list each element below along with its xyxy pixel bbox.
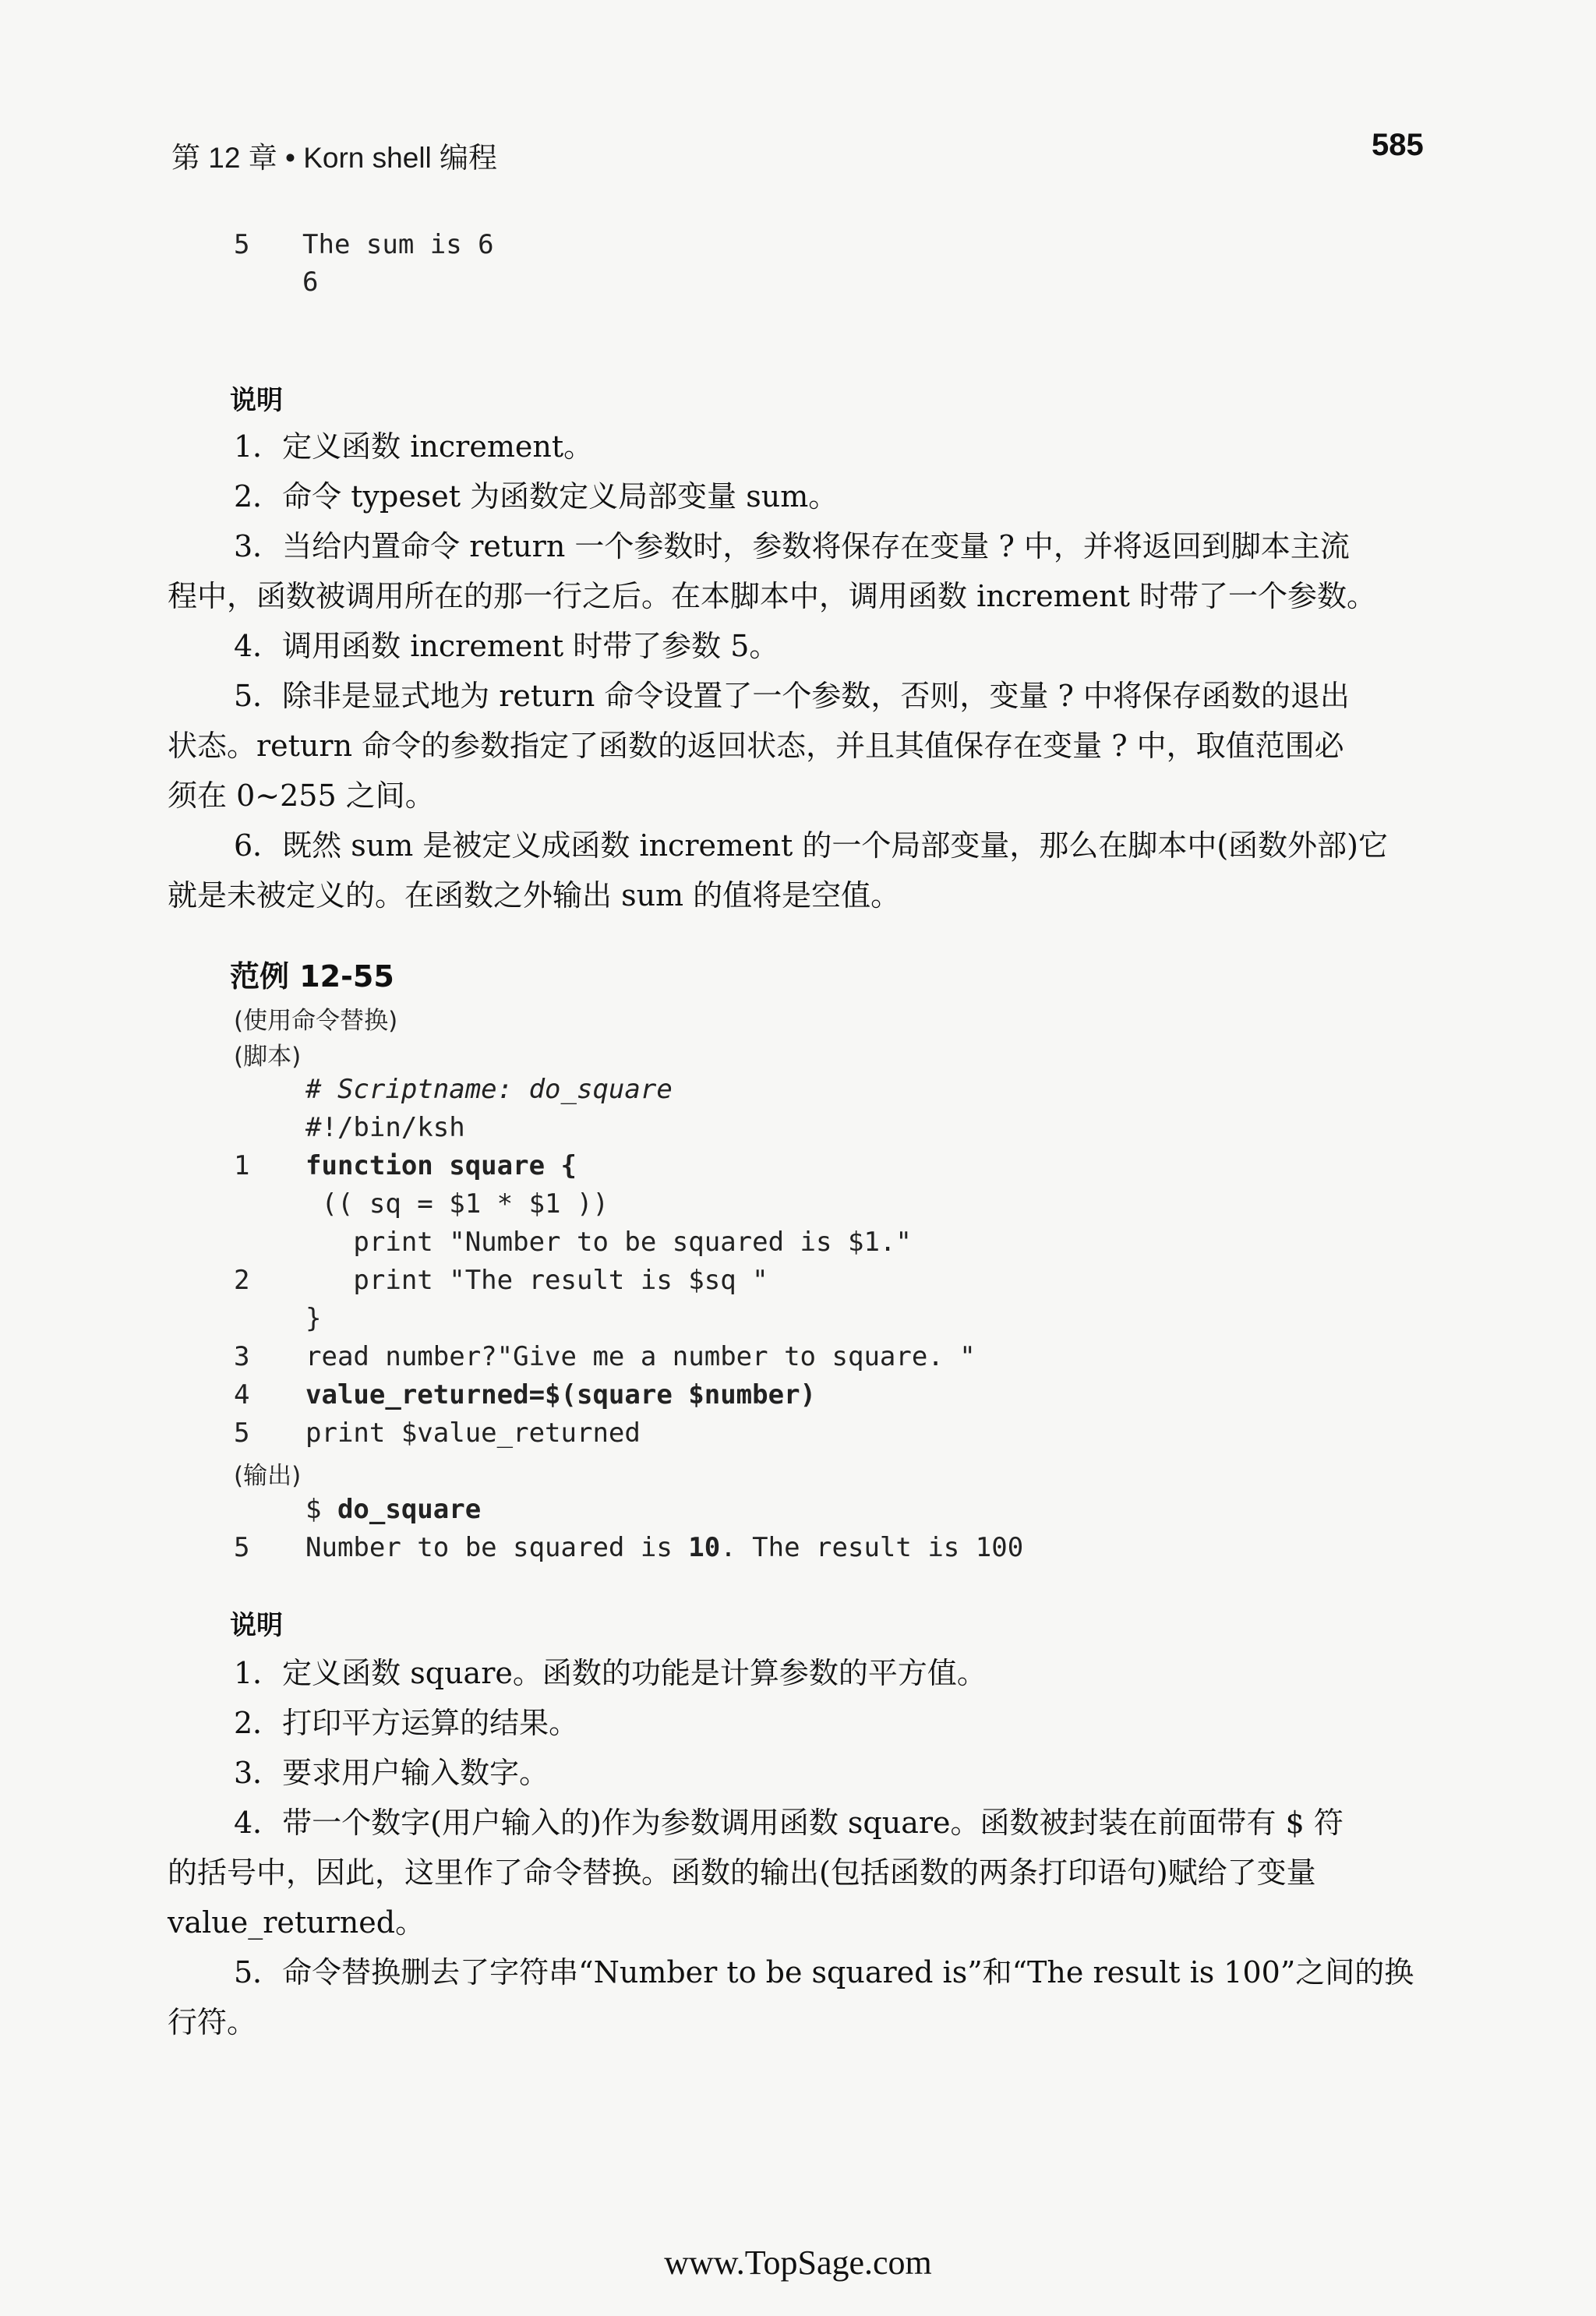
explanation-item: 6．既然 sum 是被定义成函数 increment 的一个局部变量，那么在脚本中(函数外部)它 [234, 828, 1388, 863]
explanation-item: 3．当给内置命令 return 一个参数时，参数将保存在变量 ? 中，并将返回到脚本主流 [234, 529, 1350, 563]
output-line: The sum is 6 [302, 229, 494, 260]
footer-url: www.TopSage.com [664, 2244, 932, 2282]
example-subtitle: (使用命令替换) [234, 1007, 398, 1035]
line-number: 5 [234, 229, 250, 260]
explanation-item: 状态。return 命令的参数指定了函数的返回状态，并且其值保存在变量 ? 中，取值范围必 [168, 729, 1344, 763]
script-line: print "Number to be squared is $1." [305, 1227, 912, 1258]
script-line: (( sq = $1 * $1 )) [305, 1188, 609, 1220]
explanation-heading: 说明 [230, 1610, 283, 1641]
output-line: 6 [302, 267, 319, 298]
script-line: read number?"Give me a number to square. " [305, 1341, 976, 1372]
output-command: $ do_square [305, 1494, 482, 1525]
example-subtitle: (脚本) [234, 1043, 302, 1071]
output-pre: Number to be squared is [305, 1532, 689, 1563]
explanation-item: value_returned。 [168, 1905, 425, 1940]
command-name: do_square [337, 1494, 482, 1525]
explanation-item: 行符。 [168, 2005, 257, 2039]
line-number: 5 [234, 1417, 250, 1449]
line-number: 1 [234, 1150, 250, 1181]
output-line [305, 1532, 1023, 1563]
line-number: 4 [234, 1379, 250, 1410]
script-line: # Scriptname: do_square [305, 1074, 673, 1105]
output-post: . The result is 100 [720, 1532, 1024, 1563]
script-line: } [305, 1303, 322, 1334]
explanation-item: 1．定义函数 square。函数的功能是计算参数的平方值。 [234, 1656, 987, 1690]
output-label: (输出) [234, 1462, 302, 1490]
script-line: function square { [305, 1150, 577, 1181]
explanation-item: 5．命令替换删去了字符串“Number to be squared is”和“The result is 100”之间的换 [234, 1955, 1414, 1989]
explanation-item: 1．定义函数 increment。 [234, 429, 594, 464]
script-line: #!/bin/ksh [305, 1112, 465, 1143]
example-title: 范例 12-55 [230, 959, 394, 994]
explanation-item: 5．除非是显式地为 return 命令设置了一个参数，否则，变量 ? 中将保存函数的退出 [234, 679, 1350, 713]
script-line: print "The result is $sq " [305, 1265, 768, 1296]
script-line: print $value_returned [305, 1417, 641, 1449]
line-number: 3 [234, 1341, 250, 1372]
explanation-item: 2．打印平方运算的结果。 [234, 1706, 579, 1740]
line-number: 5 [234, 1532, 250, 1563]
explanation-item: 须在 0~255 之间。 [168, 778, 435, 813]
explanation-item: 3．要求用户输入数字。 [234, 1756, 549, 1790]
explanation-item: 的括号中，因此，这里作了命令替换。函数的输出(包括函数的两条打印语句)赋给了变量 [168, 1855, 1316, 1890]
explanation-item: 4．调用函数 increment 时带了参数 5。 [234, 629, 779, 663]
explanation-item: 4．带一个数字(用户输入的)作为参数调用函数 square。函数被封装在前面带有 $ 符 [234, 1806, 1344, 1840]
line-number: 2 [234, 1265, 250, 1296]
explanation-item: 程中，函数被调用所在的那一行之后。在本脚本中，调用函数 increment 时带了一个参数。 [168, 579, 1376, 613]
explanation-item: 2．命令 typeset 为函数定义局部变量 sum。 [234, 479, 839, 514]
chapter-header: 第 12 章 • Korn shell 编程 [171, 142, 498, 174]
output-value: 10 [688, 1532, 721, 1563]
page-number: 585 [1372, 128, 1424, 162]
script-line: value_returned=$(square $number) [305, 1379, 817, 1410]
explanation-heading: 说明 [230, 385, 283, 416]
explanation-item: 就是未被定义的。在函数之外输出 sum 的值将是空值。 [168, 878, 901, 913]
